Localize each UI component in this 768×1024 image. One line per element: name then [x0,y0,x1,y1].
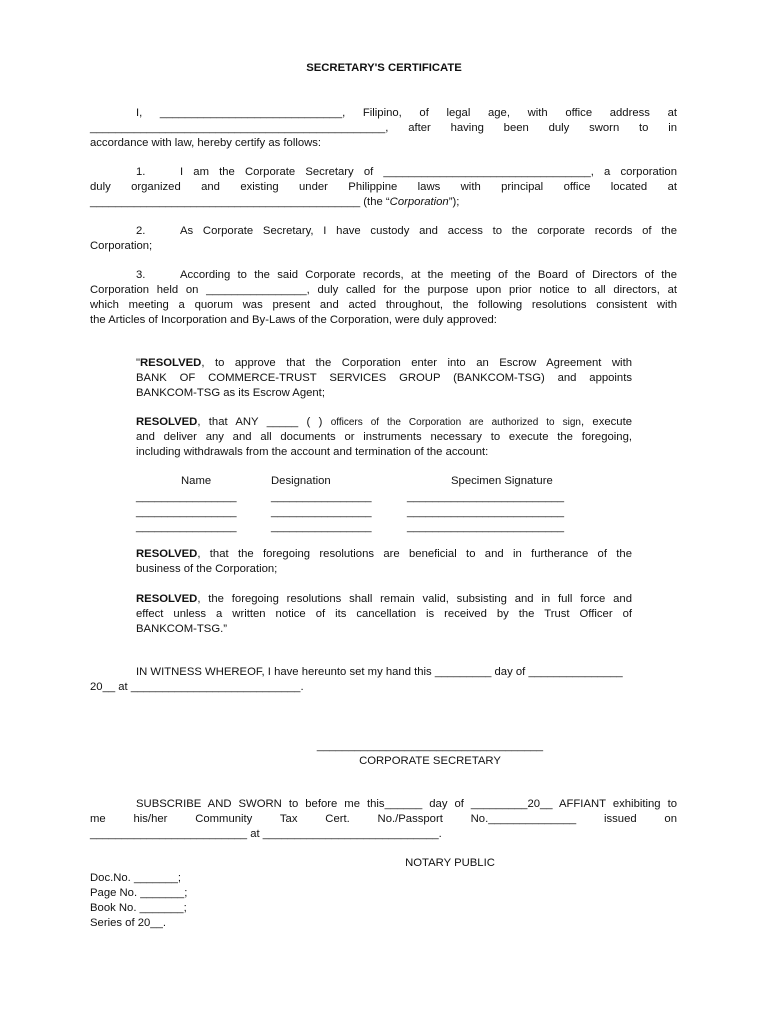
witness-line-2: 20__ at ___________________________. [90,681,304,693]
table-cell-name-3: ________________ [136,521,237,533]
resolution-1-line-1 [136,356,632,371]
resolution-4-line-3: BANKCOM-TSG.” [136,623,228,635]
jurat-line-1: SUBSCRIBE AND SWORN to before me this______ day of _________20__ AFFIANT exhibiting to [136,798,677,810]
page-title: SECRETARY'S CERTIFICATE [306,62,462,74]
jurat-line-3: _________________________ at ____________________________. [90,828,442,840]
witness-line-1: IN WITNESS WHEREOF, I have hereunto set my hand this _________ day of _______________ [136,666,623,678]
resolution-3-line-1 [136,547,632,562]
table-cell-designation-2: ________________ [271,506,372,518]
jurat-line-2: me his/her Community Tax Cert. No./Passport No.______________ issued on [90,813,677,825]
resolved-keyword: RESOLVED [136,593,198,605]
table-cell-signature-1: _________________________ [407,491,565,503]
table-cell-signature-2: _________________________ [407,506,565,518]
table-header-name: Name [181,475,212,487]
resolution-4-line-1-rest: , the foregoing resolutions shall remain valid, subsisting and in full force and [197,593,632,605]
paragraph-3-line-3: which meeting a quorum was present and acted throughout, the following resolutions consistent with [90,299,677,311]
resolved-keyword: RESOLVED [136,548,198,560]
resolution-1-line-1-rest: , to approve that the Corporation enter into an Escrow Agreement with [201,357,632,369]
paragraph-2-line-2: Corporation; [90,240,153,252]
paragraph-3-line-1: According to the said Corporate records, at the meeting of the Board of Directors of the [180,269,677,281]
resolution-2-line-3: including withdrawals from the account and termination of the account: [136,446,489,458]
resolution-1-line-3: BANKCOM-TSG as its Escrow Agent; [136,387,325,399]
table-cell-designation-1: ________________ [271,491,372,503]
resolved-keyword: RESOLVED [140,357,202,369]
intro-line-3: accordance with law, hereby certify as follows: [90,137,322,149]
resolution-1-line-2: BANK OF COMMERCE-TRUST SERVICES GROUP (BANKCOM-TSG) and appoints [136,372,632,384]
resolution-3-line-2: business of the Corporation; [136,563,278,575]
table-cell-name-2: ________________ [136,506,237,518]
resolution-3-line-1-rest: , that the foregoing resolutions are beneficial to and in furtherance of the [197,548,632,560]
intro-line-2: _______________________________________________, after having been duly sworn to in [90,122,677,134]
paragraph-3-line-4: the Articles of Incorporation and By-Laws of the Corporation, were duly approved: [90,314,497,326]
paragraph-1-line-3-pre: ___________________________________________ (the “ [90,196,390,208]
resolution-2-line-2: and deliver any and all documents or instruments necessary to execute the foregoing, [136,431,632,443]
resolution-2-line-1 [136,415,632,430]
paragraph-3-line-2: Corporation held on ________________, duly called for the purpose upon prior notice to all directors, at [90,284,677,296]
paragraph-2-number: 2. [136,225,146,237]
resolution-1-open-quote: " [136,357,141,369]
resolution-2-line-1-small: officers of the Corporation are authorized to sign [330,417,581,428]
resolution-2-line-1-b: , execute [580,416,632,428]
table-cell-signature-3: _________________________ [407,521,565,533]
notary-public-label: NOTARY PUBLIC [405,857,495,869]
paragraph-1-line-2: duly organized and existing under Philippine laws with principal office located at [90,181,677,193]
resolution-2-line-1-a: , that ANY _____ ( ) [197,416,331,428]
table-header-specimen-signature: Specimen Signature [451,475,553,487]
resolved-keyword: RESOLVED [136,416,198,428]
paragraph-3-number: 3. [136,269,146,281]
intro-line-1: I, _____________________________, Filipino, of legal age, with office address at [136,107,677,119]
doc-no: Doc.No. _______; [90,872,182,884]
corporation-term: Corporation [389,196,449,208]
page-no: Page No. _______; [90,887,188,899]
resolution-4-line-1 [136,592,632,607]
paragraph-1-line-3-post: ”); [448,196,460,208]
book-no: Book No. _______; [90,902,187,914]
corporate-secretary-label: CORPORATE SECRETARY [359,755,501,767]
table-cell-designation-3: ________________ [271,521,372,533]
paragraph-1-line-1: I am the Corporate Secretary of _________________________________, a corporation [180,166,677,178]
resolution-4-line-2: effect unless a written notice of its cancellation is received by the Trust Officer of [136,608,632,620]
paragraph-2-line-1: As Corporate Secretary, I have custody and access to the corporate records of the [180,225,677,237]
paragraph-1-number: 1. [136,166,146,178]
signature-line: ____________________________________ [316,740,544,752]
paragraph-1-line-3 [90,195,459,210]
series: Series of 20__. [90,917,166,929]
table-header-designation: Designation [271,475,331,487]
table-cell-name-1: ________________ [136,491,237,503]
